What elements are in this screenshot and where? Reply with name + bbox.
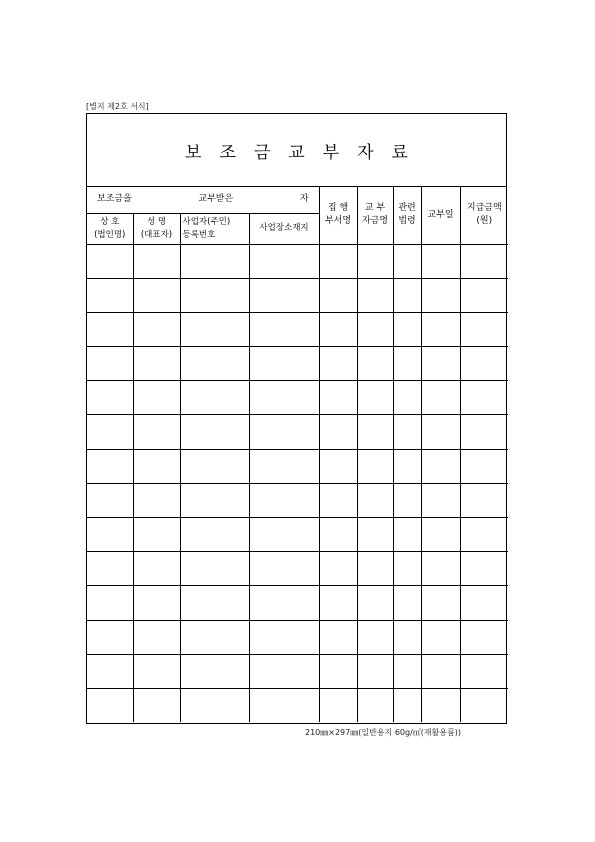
table-row	[87, 381, 508, 415]
fund-cell[interactable]	[357, 381, 393, 415]
date-cell[interactable]	[421, 586, 460, 620]
law-cell[interactable]	[393, 518, 421, 552]
regno-cell[interactable]	[180, 415, 249, 449]
table-row	[87, 415, 508, 449]
address-cell[interactable]	[249, 483, 319, 517]
regno-cell[interactable]	[180, 688, 249, 722]
date-cell[interactable]	[421, 518, 460, 552]
date-cell[interactable]	[421, 381, 460, 415]
amount-cell[interactable]	[460, 654, 508, 688]
company-cell[interactable]	[87, 654, 133, 688]
fund-cell[interactable]	[357, 586, 393, 620]
company-header-line2: (법인명)	[94, 229, 126, 240]
dept-cell[interactable]	[319, 278, 357, 312]
company-cell[interactable]	[87, 381, 133, 415]
date-cell[interactable]	[421, 654, 460, 688]
law-cell[interactable]	[393, 347, 421, 381]
address-cell[interactable]	[249, 381, 319, 415]
law-cell[interactable]	[393, 688, 421, 722]
fund-cell[interactable]	[357, 244, 393, 278]
amount-cell[interactable]	[460, 518, 508, 552]
dept-header	[319, 187, 357, 244]
name-cell[interactable]	[133, 312, 180, 346]
table-row	[87, 347, 508, 381]
company-cell[interactable]	[87, 415, 133, 449]
amount-header-line1: 지급금액	[466, 203, 502, 214]
company-cell[interactable]	[87, 552, 133, 586]
address-cell[interactable]	[249, 449, 319, 483]
recipient-table	[87, 187, 508, 722]
fund-cell[interactable]	[357, 518, 393, 552]
dept-cell[interactable]	[319, 449, 357, 483]
regno-cell[interactable]	[180, 552, 249, 586]
date-cell[interactable]	[421, 278, 460, 312]
form-number-label: [별지 제2호 서식]	[86, 102, 149, 111]
name-cell[interactable]	[133, 415, 180, 449]
group-header-middle: 교부받은	[198, 194, 234, 205]
law-header-line2: 법령	[398, 216, 416, 227]
name-cell[interactable]	[133, 244, 180, 278]
fund-cell[interactable]	[357, 552, 393, 586]
form-title: 보조금교부자료	[87, 114, 506, 187]
company-cell[interactable]	[87, 449, 133, 483]
table-row	[87, 620, 508, 654]
fund-header	[357, 187, 393, 244]
regno-cell[interactable]	[180, 586, 249, 620]
dept-cell[interactable]	[319, 654, 357, 688]
table-row	[87, 244, 508, 278]
address-cell[interactable]	[249, 244, 319, 278]
name-header-line1: 성 명	[146, 217, 167, 228]
fund-cell[interactable]	[357, 415, 393, 449]
name-cell[interactable]	[133, 449, 180, 483]
fund-cell[interactable]	[357, 483, 393, 517]
dept-cell[interactable]	[319, 244, 357, 278]
dept-cell[interactable]	[319, 552, 357, 586]
regno-cell[interactable]	[180, 449, 249, 483]
regno-header	[180, 213, 249, 244]
amount-cell[interactable]	[460, 312, 508, 346]
regno-cell[interactable]	[180, 620, 249, 654]
date-cell[interactable]	[421, 347, 460, 381]
dept-header-line2: 부서명	[324, 216, 352, 227]
company-cell[interactable]	[87, 312, 133, 346]
company-cell[interactable]	[87, 518, 133, 552]
date-cell[interactable]	[421, 688, 460, 722]
name-header	[133, 213, 180, 244]
amount-cell[interactable]	[460, 415, 508, 449]
company-header	[87, 213, 133, 244]
fund-header-line2: 자금명	[361, 216, 389, 227]
company-cell[interactable]	[87, 347, 133, 381]
fund-cell[interactable]	[357, 688, 393, 722]
law-header-line1: 관련	[398, 203, 416, 214]
name-cell[interactable]	[133, 552, 180, 586]
law-cell[interactable]	[393, 312, 421, 346]
address-cell[interactable]	[249, 278, 319, 312]
law-cell[interactable]	[393, 381, 421, 415]
fund-header-line1: 교 부	[364, 203, 386, 214]
recipient-group-header	[87, 187, 319, 213]
table-row	[87, 278, 508, 312]
name-cell[interactable]	[133, 688, 180, 722]
company-cell[interactable]	[87, 586, 133, 620]
date-cell[interactable]	[421, 620, 460, 654]
address-cell[interactable]	[249, 620, 319, 654]
form-frame	[86, 113, 507, 724]
law-cell[interactable]	[393, 244, 421, 278]
date-header: 교부일	[421, 187, 460, 244]
amount-cell[interactable]	[460, 278, 508, 312]
regno-cell[interactable]	[180, 347, 249, 381]
date-cell[interactable]	[421, 449, 460, 483]
regno-header-line2: 등록번호	[182, 229, 216, 240]
address-cell[interactable]	[249, 688, 319, 722]
date-cell[interactable]	[421, 415, 460, 449]
law-cell[interactable]	[393, 552, 421, 586]
law-cell[interactable]	[393, 483, 421, 517]
regno-header-line1: 사업자(주민)	[182, 217, 231, 228]
company-cell[interactable]	[87, 620, 133, 654]
table-row	[87, 688, 508, 722]
amount-cell[interactable]	[460, 381, 508, 415]
address-cell[interactable]	[249, 415, 319, 449]
amount-header-line2: (원)	[476, 216, 493, 227]
name-cell[interactable]	[133, 586, 180, 620]
regno-cell[interactable]	[180, 381, 249, 415]
dept-header-line1: 집 행	[327, 203, 349, 214]
dept-cell[interactable]	[319, 620, 357, 654]
law-cell[interactable]	[393, 620, 421, 654]
date-cell[interactable]	[421, 483, 460, 517]
fund-cell[interactable]	[357, 449, 393, 483]
law-header	[393, 187, 421, 244]
amount-cell[interactable]	[460, 244, 508, 278]
amount-cell[interactable]	[460, 620, 508, 654]
amount-cell[interactable]	[460, 449, 508, 483]
name-header-line2: (대표자)	[140, 229, 173, 240]
table-row	[87, 312, 508, 346]
law-cell[interactable]	[393, 654, 421, 688]
company-header-line1: 상 호	[100, 217, 120, 228]
group-header-right: 자	[299, 194, 309, 205]
name-cell[interactable]	[133, 347, 180, 381]
address-cell[interactable]	[249, 552, 319, 586]
company-cell[interactable]	[87, 688, 133, 722]
company-cell[interactable]	[87, 244, 133, 278]
date-cell[interactable]	[421, 244, 460, 278]
amount-cell[interactable]	[460, 483, 508, 517]
regno-cell[interactable]	[180, 278, 249, 312]
dept-cell[interactable]	[319, 483, 357, 517]
amount-cell[interactable]	[460, 347, 508, 381]
amount-cell[interactable]	[460, 586, 508, 620]
dept-cell[interactable]	[319, 415, 357, 449]
address-cell[interactable]	[249, 654, 319, 688]
company-cell[interactable]	[87, 278, 133, 312]
dept-cell[interactable]	[319, 312, 357, 346]
amount-cell[interactable]	[460, 552, 508, 586]
paper-spec-note: 210㎜×297㎜(일반용지 60g/㎡(재활용품))	[305, 728, 462, 737]
amount-cell[interactable]	[460, 688, 508, 722]
dept-cell[interactable]	[319, 586, 357, 620]
group-header-left: 보조금을	[97, 194, 132, 205]
law-cell[interactable]	[393, 449, 421, 483]
dept-cell[interactable]	[319, 381, 357, 415]
regno-cell[interactable]	[180, 654, 249, 688]
regno-cell[interactable]	[180, 244, 249, 278]
fund-cell[interactable]	[357, 278, 393, 312]
fund-cell[interactable]	[357, 312, 393, 346]
name-cell[interactable]	[133, 278, 180, 312]
address-cell[interactable]	[249, 518, 319, 552]
name-cell[interactable]	[133, 654, 180, 688]
dept-cell[interactable]	[319, 688, 357, 722]
address-cell[interactable]	[249, 347, 319, 381]
table-row	[87, 654, 508, 688]
table-row	[87, 586, 508, 620]
dept-cell[interactable]	[319, 347, 357, 381]
name-cell[interactable]	[133, 381, 180, 415]
date-cell[interactable]	[421, 552, 460, 586]
address-cell[interactable]	[249, 312, 319, 346]
address-cell[interactable]	[249, 586, 319, 620]
fund-cell[interactable]	[357, 347, 393, 381]
dept-cell[interactable]	[319, 518, 357, 552]
name-cell[interactable]	[133, 483, 180, 517]
regno-cell[interactable]	[180, 518, 249, 552]
regno-cell[interactable]	[180, 483, 249, 517]
address-header: 사업장소재지	[249, 213, 319, 244]
law-cell[interactable]	[393, 586, 421, 620]
amount-header	[460, 187, 508, 244]
table-row	[87, 552, 508, 586]
name-cell[interactable]	[133, 620, 180, 654]
table-row	[87, 449, 508, 483]
name-cell[interactable]	[133, 518, 180, 552]
regno-cell[interactable]	[180, 312, 249, 346]
table-row	[87, 483, 508, 517]
law-cell[interactable]	[393, 415, 421, 449]
table-row	[87, 518, 508, 552]
date-cell[interactable]	[421, 312, 460, 346]
fund-cell[interactable]	[357, 654, 393, 688]
fund-cell[interactable]	[357, 620, 393, 654]
company-cell[interactable]	[87, 483, 133, 517]
law-cell[interactable]	[393, 278, 421, 312]
